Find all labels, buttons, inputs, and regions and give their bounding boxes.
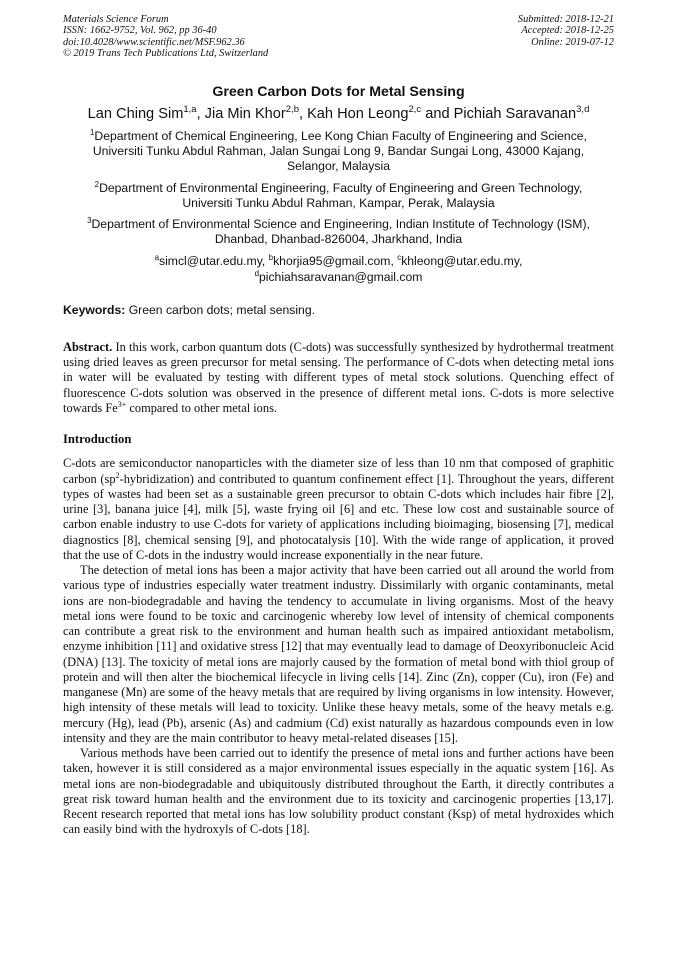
intro-paragraph-3: Various methods have been carried out to identify the presence of metal ions and further actions have been taken, however it is still considered as a major environmental issues especially in the aquatic system [16]. As metal ions are non-biodegradable and ubiquitously distributed throughout the Earth, it directly contributes a great risk toward human health and the environment due to its toxicity and carcinogenic properties [13,17]. Recent research reported that metal ions has low solubility product constant (Ksp) of metal hydroxides which can easily bind with the hydroxyls of C-dots [18]. <box>63 746 614 837</box>
keywords-label: Keywords: <box>63 302 126 317</box>
email-a: simcl@utar.edu.my, <box>158 254 269 269</box>
paper-page <box>63 14 614 838</box>
abstract-tail: compared to other metal ions. <box>126 401 277 416</box>
affiliation-line: Selangor, Malaysia <box>287 159 390 174</box>
author-name: Lan Ching Sim <box>87 106 184 122</box>
abstract <box>63 340 614 416</box>
email-sup: d <box>254 268 259 278</box>
affiliation-line: Department of Chemical Engineering, Lee Kong Chian Faculty of Engineering and Science, <box>94 129 587 143</box>
email-sup: b <box>268 253 274 263</box>
keywords <box>63 303 614 317</box>
author-name: Kah Hon Leong <box>307 106 409 122</box>
online-date: Online: 2019-07-12 <box>531 36 614 48</box>
author-emails <box>63 254 614 284</box>
abstract-text: In this work, carbon quantum dots (C-dots) was successfully synthesized by hydrothermal treatment using dried leaves as green precursor for metal sensing. The performance of C-dots when detecting metal ions in water will be evaluated by testing with different types of metal stock solutions. Quenching effect of fluorescence C-dots solution was observed in the presence of different metal ions. C-dots is more selective towards Fe <box>63 339 614 416</box>
email-c: khleong@utar.edu.my, <box>401 254 523 269</box>
affiliation-line: Department of Environmental Science and Engineering, Indian Institute of Technology (ISM), <box>91 217 590 232</box>
section-heading-introduction: Introduction <box>63 432 132 447</box>
intro-paragraph-1 <box>63 456 614 563</box>
keywords-text: Green carbon dots; metal sensing. <box>125 302 315 317</box>
journal-name: Materials Science Forum <box>63 14 169 25</box>
author-sep: and <box>421 106 454 122</box>
author-sup: 1,a <box>183 104 197 116</box>
email-b: khorjia95@gmail.com, <box>273 254 398 269</box>
author-sup: 3,d <box>576 104 590 116</box>
paper-title: Green Carbon Dots for Metal Sensing <box>212 84 465 100</box>
submitted-date: Submitted: 2018-12-21 <box>517 14 614 25</box>
journal-info <box>63 14 268 60</box>
issn: ISSN: 1662-9752, Vol. 962, pp 36-40 <box>63 25 217 37</box>
author-name: Pichiah Saravanan <box>453 106 577 122</box>
author-sup: 2,c <box>408 104 422 116</box>
accepted-date: Accepted: 2018-12-25 <box>521 25 614 37</box>
affiliation-1 <box>63 129 614 175</box>
affiliation-line: Dhanbad, Dhanbad-826004, Jharkhand, India <box>214 232 463 247</box>
publication-header <box>63 14 614 66</box>
email-sup: a <box>154 253 159 263</box>
intro-p1-a: C-dots are semiconductor nanoparticles with the diameter size of less than 10 nm that composed of graphitic carbon (sp <box>63 456 614 486</box>
dates-info <box>518 14 614 48</box>
abstract-label: Abstract. <box>63 339 113 354</box>
affiliation-sup: 2 <box>94 179 100 189</box>
doi: doi:10.4028/www.scientific.net/MSF.962.36 <box>63 36 245 48</box>
intro-p1-sup: 2 <box>115 470 120 480</box>
email-d: pichiahsaravanan@gmail.com <box>258 269 423 284</box>
affiliation-sup: 3 <box>87 215 92 225</box>
affiliation-line: Universiti Tunku Abdul Rahman, Jalan Sungai Long 9, Bandar Sungai Long, 43000 Kajang, <box>92 144 585 159</box>
author-sep: , <box>196 106 205 122</box>
copyright: © 2019 Trans Tech Publications Ltd, Switzerland <box>63 48 269 60</box>
affiliation-line: Universiti Tunku Abdul Rahman, Kampar, Perak, Malaysia <box>182 195 495 210</box>
affiliation-2 <box>63 181 614 211</box>
email-sup: c <box>397 253 402 263</box>
intro-p1-b: -hybridization) and contributed to quantum confinement effect [1]. Throughout the years, different types of wastes had been set as a sustainable green precursor to obtain C-dots which includes hair fibre [2], urine [3], banana juice [4], milk [5], waste frying oil [6] and etc. These low cost and sustainable source of carbon enable industry to use C-dots for variety of applications including bioimaging, biosensing [7], medical diagnostics [8], chemical sensing [9], and photocatalysis [10]. With the wide range of application, it proved that the use of C-dots in the industry would increase exponentially in the near future. <box>63 471 615 562</box>
abstract-sup: 3+ <box>117 399 127 409</box>
author-list <box>63 106 614 122</box>
author-name: Jia Min Khor <box>204 106 286 122</box>
intro-paragraph-2: The detection of metal ions has been a major activity that have been carried out all around the world from various type of industries especially water treatment industry. Dissimilarly with organic contaminants, metal ions are non-biodegradable and having the tendency to accumulate in living organisms. Most of the heavy metal ions were found to be toxic and carcinogenic whereby low level of intensity of chemical components can contribute a great risk to the environment and human health such as impaired antioxidant metabolism, enzyme inhibition [11] and oxidative stress [12] that may eventually lead to damage of Deoxyribonucleic Acid (DNA) [13]. The toxicity of metal ions are majorly caused by the formation of metal bond with thiol group of protein and will then alter the biochemical lifecycle in living cells [14]. Zinc (Zn), copper (Cu), iron (Fe) and manganese (Mn) are some of the heavy metals that are required by living organisms in low intensity. However, high intensity of these metals will lead to toxicity. Unlike these heavy metals, some of the heavy metals e.g. mercury (Hg), lead (Pb), arsenic (As) and cadmium (Cd) exist naturally as hazardous compounds even in low intensity and they are the main contributor to heavy metal-related diseases [15]. <box>63 563 614 745</box>
affiliation-sup: 1 <box>90 127 95 137</box>
affiliation-line: Department of Environmental Engineering, Faculty of Engineering and Green Technology, <box>99 180 583 195</box>
author-sup: 2,b <box>285 104 299 116</box>
author-sep: , <box>298 106 308 122</box>
affiliation-3 <box>63 217 614 247</box>
